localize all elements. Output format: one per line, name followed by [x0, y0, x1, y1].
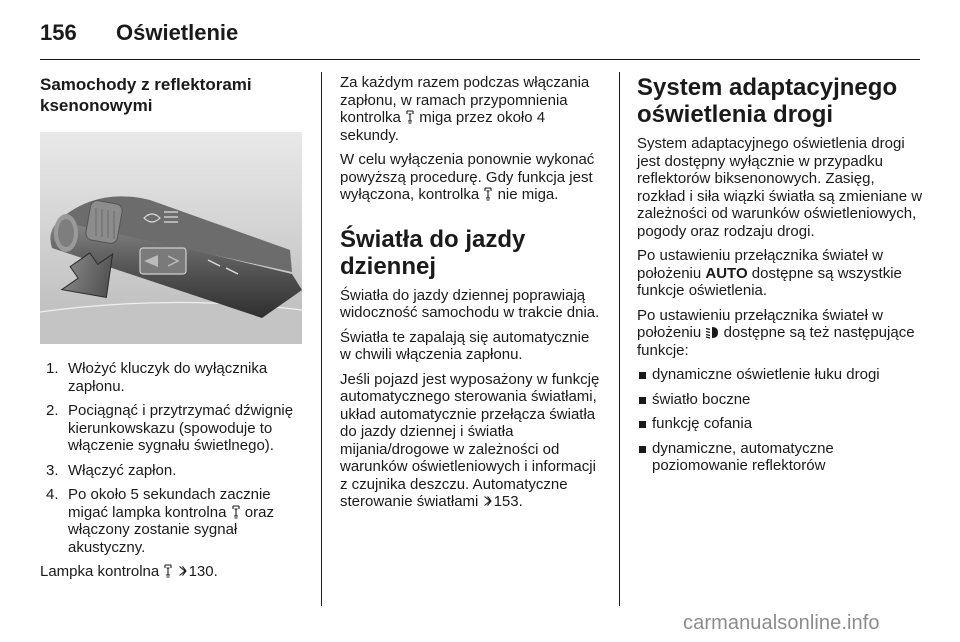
column-3 — [637, 74, 923, 482]
section-heading-xenon: Samochody z reflektorami ksenonowymi — [40, 75, 252, 115]
column-2 — [340, 74, 604, 518]
warning-lamp-icon — [232, 505, 240, 519]
paragraph: Za każdym razem podczas włączania zapłonu, w ramach przypomnienia kontrolka miga przez około 4 sekundy. — [340, 74, 590, 144]
watermark-text: carmanualsonline.info — [683, 612, 880, 634]
warning-lamp-icon — [406, 110, 414, 124]
paragraph: Światła do jazdy dziennej poprawiają widoczność samochodu w trakcie dnia. — [340, 286, 600, 321]
paragraph: Światła te zapalają się automatycznie w chwili włączenia zapłonu. — [340, 328, 590, 363]
list-item: dynamiczne oświetlenie łuku drogi — [637, 366, 923, 384]
lamp-note: Lampka kontrolna 130. — [40, 563, 218, 580]
page-reference-icon — [178, 565, 187, 577]
column-1 — [40, 74, 308, 588]
list-item: funkcję cofania — [637, 415, 923, 433]
paragraph: System adaptacyjnego oświetlenia drogi jest dostępny wyłącznie w przypadku reflektorów biksenonowych. Zasięg, rozkład i siła wiązki światła są zmieniane w zależności od warunków oświetleniowych, pogody oraz rodzaju drogi. — [637, 135, 923, 240]
turn-signal-lever-figure — [40, 132, 302, 344]
list-item: 3. Włączyć zapłon. — [46, 461, 177, 479]
paragraph: Jeśli pojazd jest wyposażony w funkcję automatycznego sterowania światłami, układ automatycznie przełącza światła do jazdy dziennej i światła mijania/drogowe w zależności od warunków oświetleniowych i informacji z czujnika deszczu. Automatyczne sterowanie światłami 153. — [340, 370, 600, 510]
paragraph: Po ustawieniu przełącznika świateł w położeniu AUTO dostępne są wszystkie funkcje oświetlenia. — [637, 247, 902, 299]
header-rule — [40, 59, 920, 60]
page-reference-icon — [483, 495, 492, 507]
list-item: 1. Włożyć kluczyk do wyłącznika zapłonu. — [46, 360, 268, 395]
section-heading-daytime-lights: Światła do jazdy dziennej — [340, 225, 526, 280]
section-heading-adaptive-lighting: System adaptacyjnego oświetlenia drogi — [637, 74, 898, 128]
feature-list — [637, 366, 923, 475]
column-divider-2 — [619, 72, 620, 606]
page-header — [40, 20, 920, 50]
step-list — [40, 360, 308, 556]
page-number: 156 — [40, 20, 77, 45]
low-beam-icon — [705, 326, 719, 339]
paragraph: W celu wyłączenia ponownie wykonać powyższą procedurę. Gdy funkcja jest wyłączona, kontrolka nie miga. — [340, 151, 595, 203]
column-divider-1 — [321, 72, 322, 606]
warning-lamp-icon — [484, 187, 492, 201]
warning-lamp-icon — [164, 564, 172, 578]
paragraph: Po ustawieniu przełącznika świateł w położeniu dostępne są też następujące funkcje: — [637, 306, 915, 359]
list-item: światło boczne — [637, 391, 923, 409]
list-item: 2. Pociągnąć i przytrzymać dźwignię kierunkowskazu (spowoduje to włączenie sygnału świetlnego). — [46, 402, 294, 454]
list-item: 4. Po około 5 sekundach zacznie migać lampka kontrolna oraz włączony zostanie sygnał akustyczny. — [46, 486, 274, 556]
auto-label: AUTO — [705, 264, 748, 282]
chapter-title: Oświetlenie — [116, 20, 239, 45]
list-item: dynamiczne, automatyczne poziomowanie reflektorów — [637, 440, 923, 475]
